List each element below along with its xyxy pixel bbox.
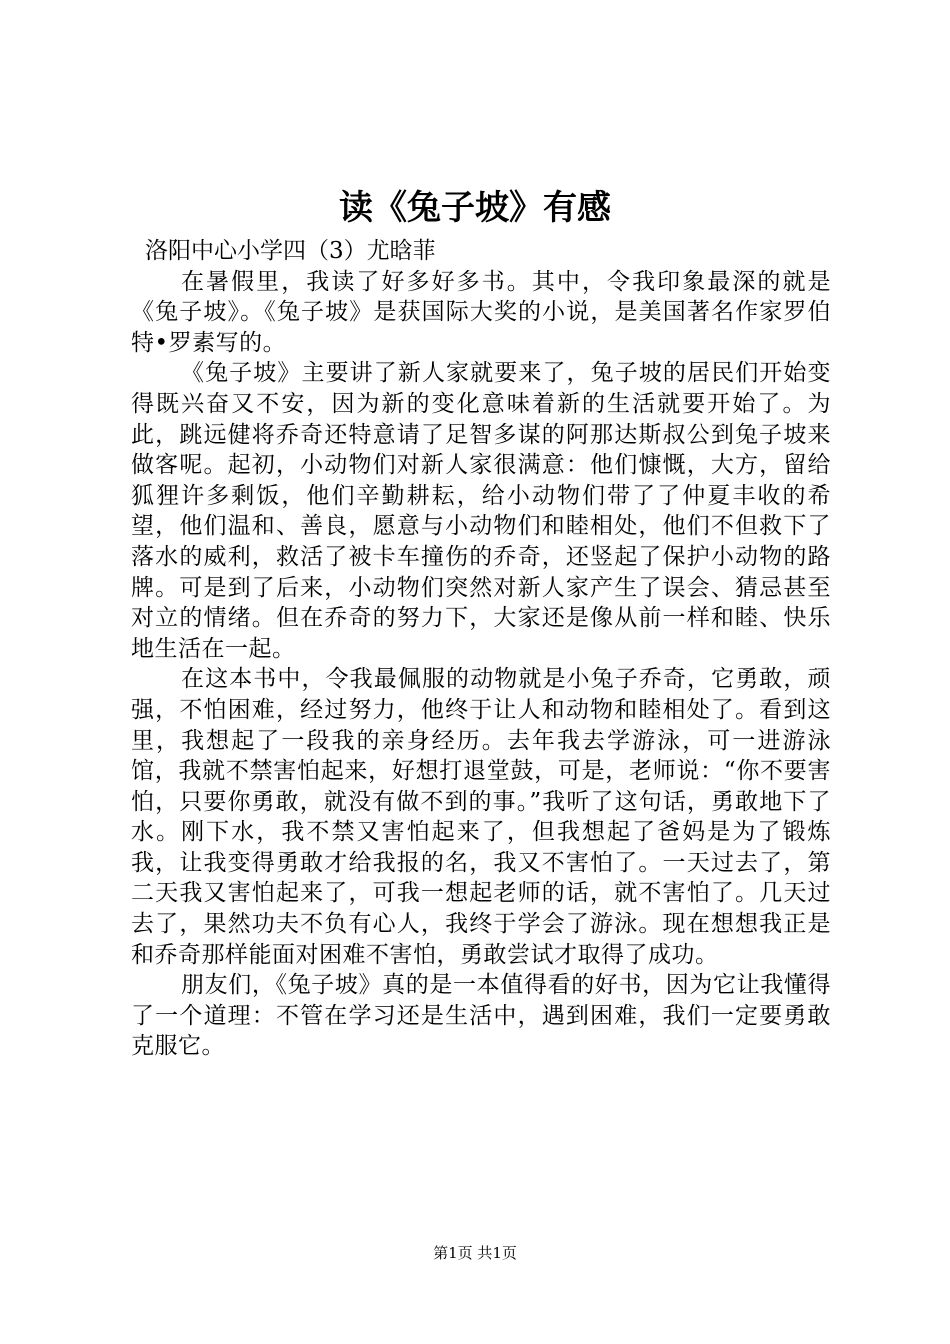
document-body (131, 236, 831, 1062)
paragraph: 《兔子坡》主要讲了新人家就要来了，兔子坡的居民们开始变得既兴奋又不安，因为新的变化意味着新的生活就要开始了。为此，跳远健将乔奇还特意请了足智多谋的阿那达斯叔公到兔子坡来做客呢。起初，小动物们对新人家很满意：他们慷慨，大方，留给狐狸许多剩饭，他们辛勤耕耘，给小动物们带了了仲夏丰收的希望，他们温和、善良，愿意与小动物们和睦相处，他们不但救下了落水的威利，救活了被卡车撞伤的乔奇，还竖起了保护小动物的路牌。可是到了后来，小动物们突然对新人家产生了误会、猜忌甚至对立的情绪。但在乔奇的努力下，大家还是像从前一样和睦、快乐地生活在一起。 (131, 360, 831, 662)
paragraph: 在暑假里，我读了好多好多书。其中，令我印象最深的就是《兔子坡》。《兔子坡》是获国际大奖的小说，是美国著名作家罗伯特•罗素写的。 (131, 268, 831, 356)
paragraph: 朋友们，《兔子坡》真的是一本值得看的好书，因为它让我懂得了一个道理：不管在学习还是生活中，遇到困难，我们一定要勇敢克服它。 (131, 972, 831, 1060)
document-title: 读《兔子坡》有感 (339, 188, 611, 228)
paragraph: 在这本书中，令我最佩服的动物就是小兔子乔奇，它勇敢，顽强，不怕困难，经过努力，他终于让人和动物和睦相处了。看到这里，我想起了一段我的亲身经历。去年我去学游泳，可一进游泳馆，我就不禁害怕起来，好想打退堂鼓，可是，老师说：“你不要害怕，只要你勇敢，就没有做不到的事。”我听了这句话，勇敢地下了水。刚下水，我不禁又害怕起来了，但我想起了爸妈是为了锻炼我，让我变得勇敢才给我报的名，我又不害怕了。一天过去了，第二天我又害怕起来了，可我一想起老师的话，就不害怕了。几天过去了，果然功夫不负有心人，我终于学会了游泳。现在想想我正是和乔奇那样能面对困难不害怕，勇敢尝试才取得了成功。 (131, 666, 831, 968)
page-footer: 第1页 共1页 (433, 1244, 517, 1262)
author-line: 洛阳中心小学四（3）尤晗菲 (145, 238, 436, 264)
